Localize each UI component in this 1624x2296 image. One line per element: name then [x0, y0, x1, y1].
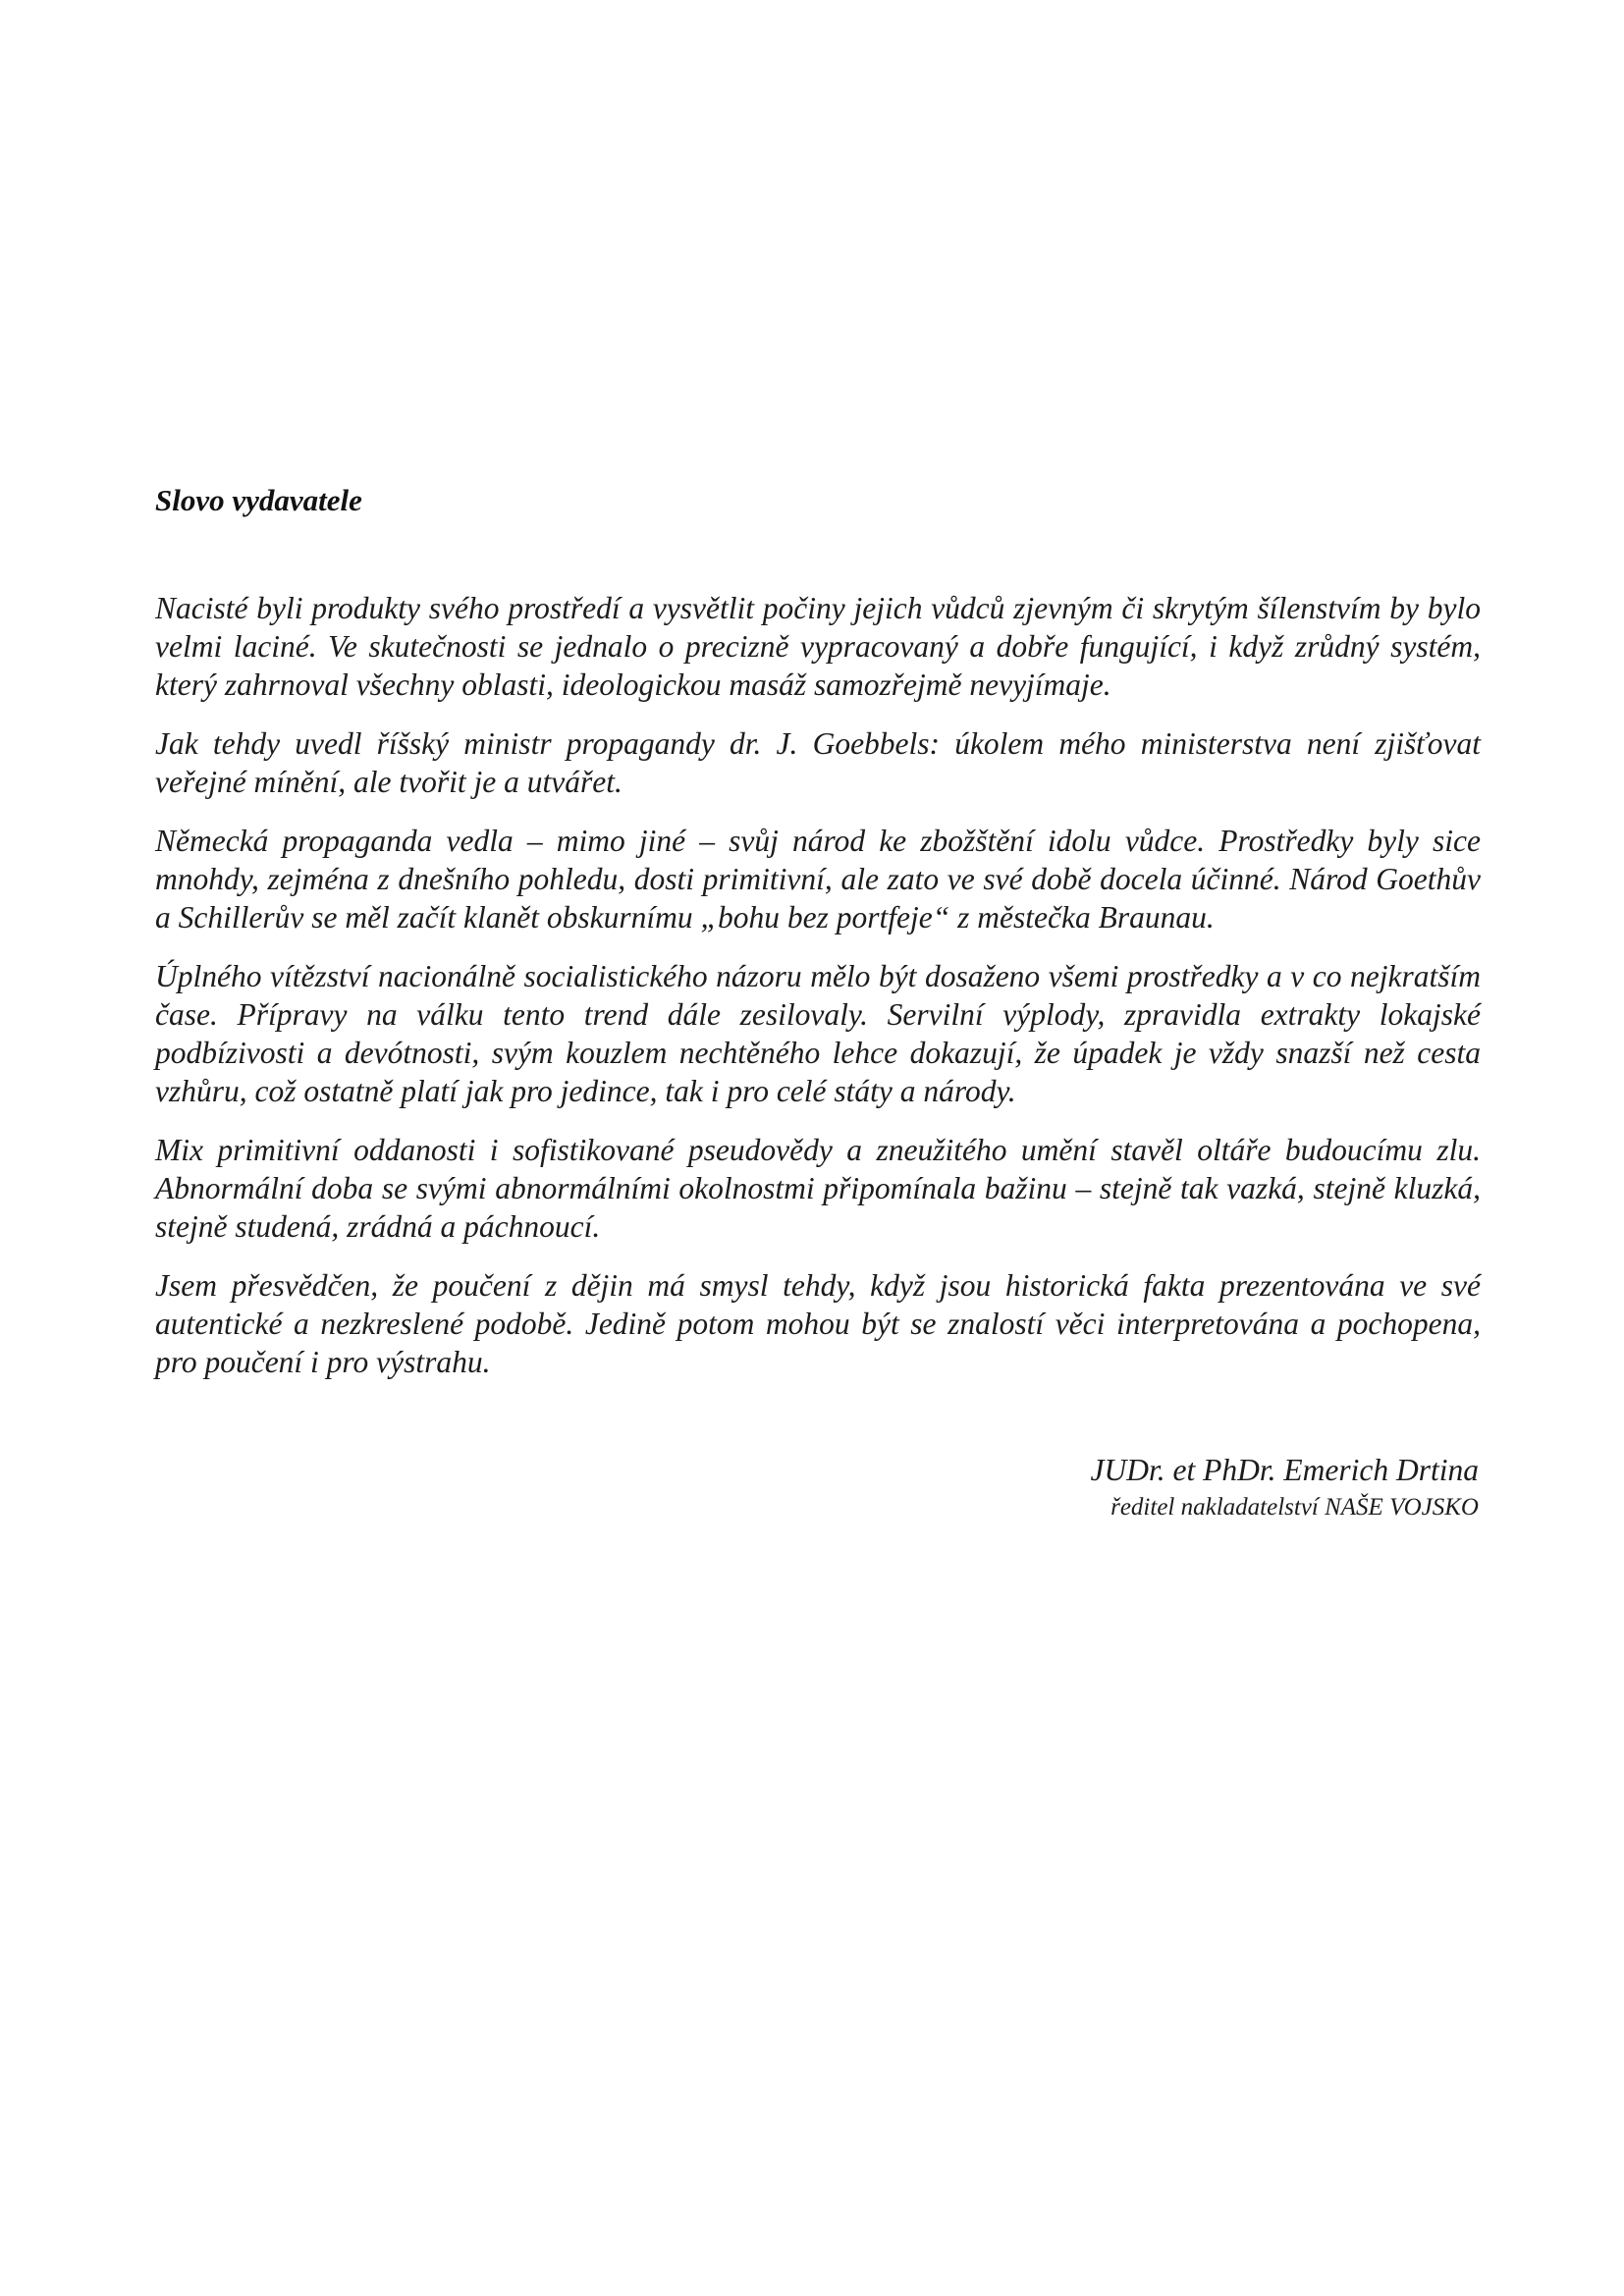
paragraph: Úplného vítězství nacionálně socialistického názoru mělo být dosaženo všemi prostředky a v co nejkratším čase. Přípravy na válku tento trend dále zesilovaly. Servilní výplody, zpravidla extrakty lokajské podbízivosti a devótnosti, svým kouzlem nechtěného lehce dokazují, že úpadek je vždy snazší než cesta vzhůru, což ostatně platí jak pro jedince, tak i pro celé státy a národy.: [155, 959, 1481, 1108]
paragraph: Jsem přesvědčen, že poučení z dějin má smysl tehdy, když jsou historická fakta prezentována ve své autentické a nezkreslené podobě. Jedině potom mohou být se znalostí věci interpretována a pochopena, pro poučení i pro výstrahu.: [155, 1268, 1481, 1379]
signature-role: ředitel nakladatelství NAŠE VOJSKO: [1110, 1494, 1479, 1521]
paragraph: Nacisté byli produkty svého prostředí a vysvětlit počiny jejich vůdců zjevným či skrytým šílenstvím by bylo velmi laciné. Ve skutečnosti se jednalo o precizně vypracovaný a dobře fungující, i když zrůdný systém, který zahrnoval všechny oblasti, ideologickou masáž samozřejmě nevyjímaje.: [155, 591, 1481, 702]
paragraph: Jak tehdy uvedl říšský ministr propagandy dr. J. Goebbels: úkolem mého ministerstva není zjišťovat veřejné mínění, ale tvořit je a utvářet.: [155, 726, 1481, 799]
document-body: [155, 589, 1481, 1402]
paragraph: Mix primitivní oddanosti i sofistikované pseudovědy a zneužitého umění stavěl oltáře budoucímu zlu. Abnormální doba se svými abnormálními okolnostmi připomínala bažinu – stejně tak vazká, stejně kluzká, stejně studená, zrádná a páchnoucí.: [155, 1133, 1481, 1244]
paragraph: Německá propaganda vedla – mimo jiné – svůj národ ke zbožštění idolu vůdce. Prostředky byly sice mnohdy, zejména z dnešního pohledu, dosti primitivní, ale zato ve své době docela účinné. Národ Goethův a Schillerův se měl začít klanět obskurnímu „bohu bez portfeje“ z městečka Braunau.: [155, 824, 1481, 934]
page-title: Slovo vydavatele: [155, 483, 362, 517]
signature-block: [1091, 1451, 1479, 1525]
signature-name: JUDr. et PhDr. Emerich Drtina: [1090, 1453, 1479, 1487]
